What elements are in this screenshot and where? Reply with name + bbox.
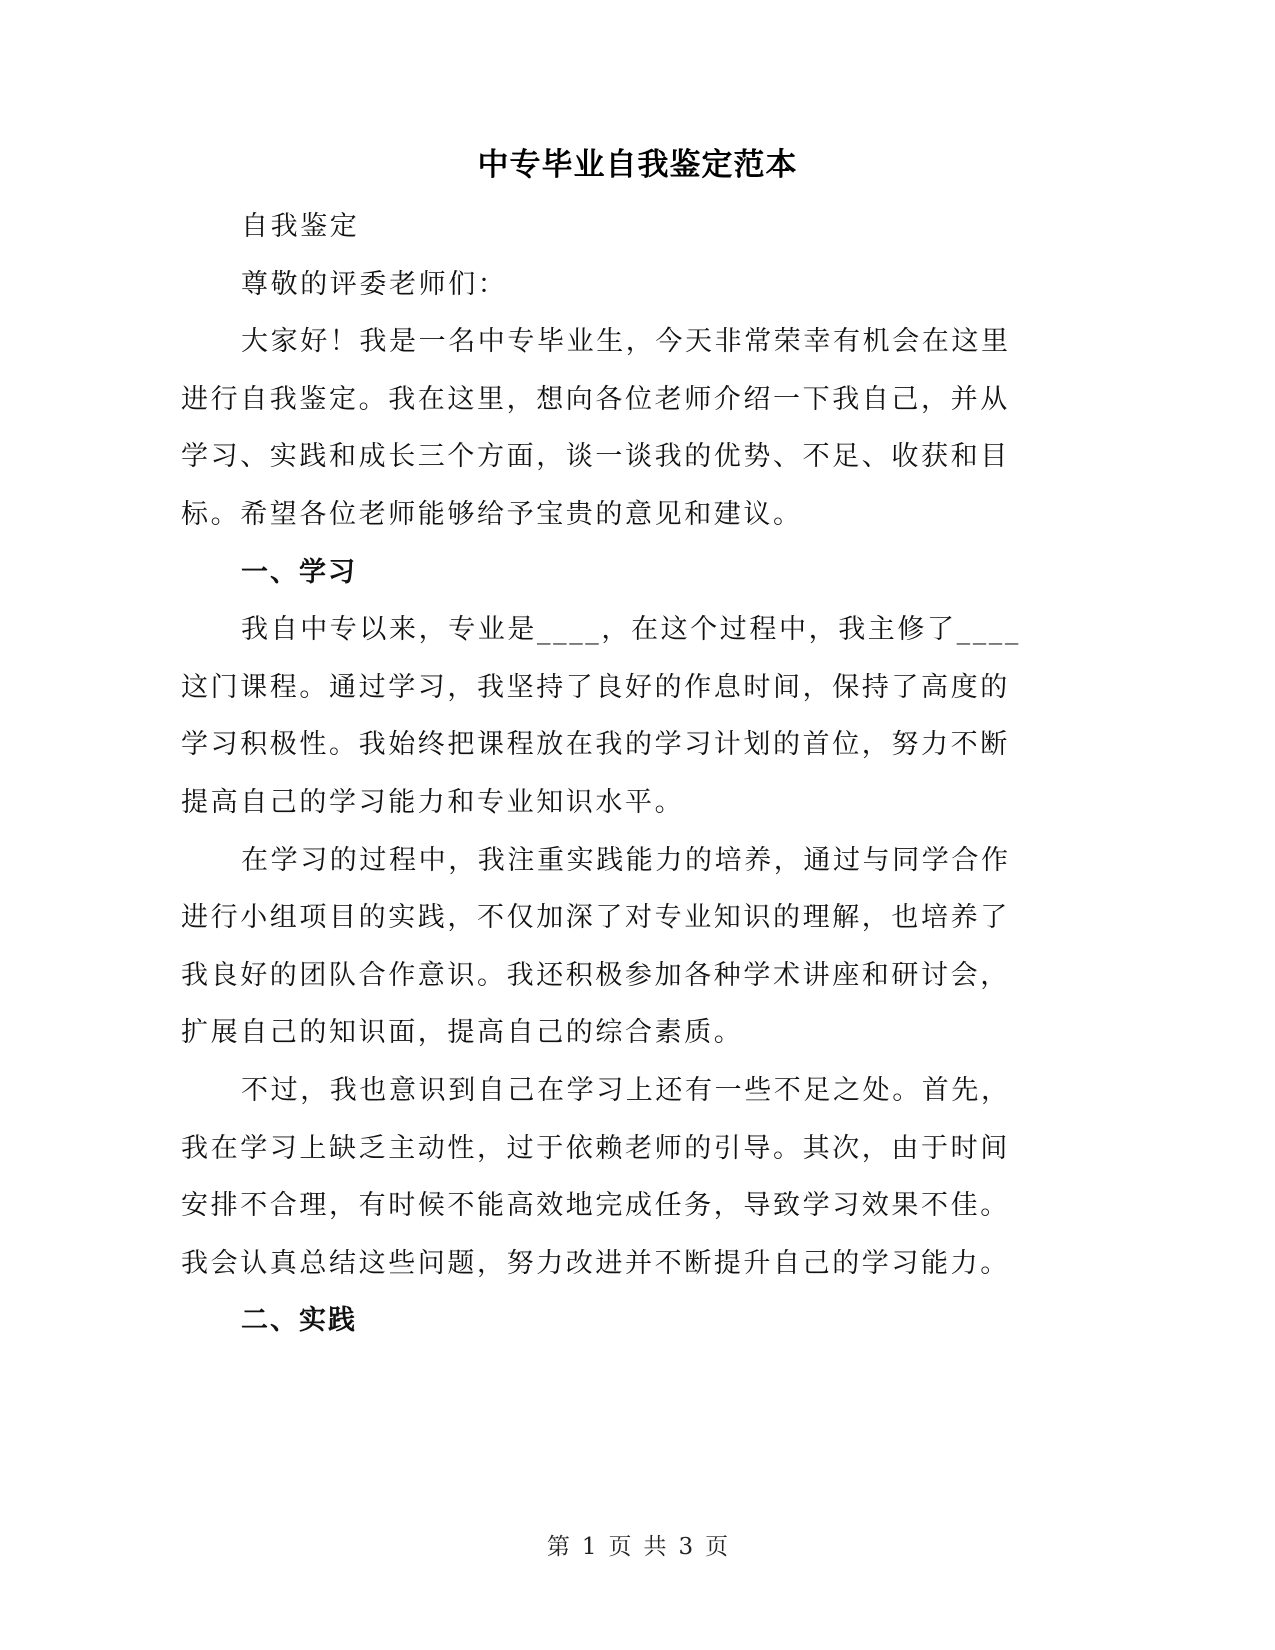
page-footer [0,1532,1275,1562]
document-body [181,198,1021,1350]
paragraph-line: 进行自我鉴定。我在这里，想向各位老师介绍一下我自己，并从 [181,383,1010,415]
paragraph-line: 我自中专以来，专业是____，在这个过程中，我主修了____ [241,614,1021,646]
paragraph-line: 在学习的过程中，我注重实践能力的培养，通过与同学合作 [241,844,1011,876]
section-heading-study: 一、学习 [241,556,357,588]
footer-suffix: 页 [705,1534,729,1560]
footer-page-word: 页 [608,1534,632,1560]
paragraph-line: 进行小组项目的实践，不仅加深了对专业知识的理解，也培养了 [181,902,1010,934]
footer-total-prefix: 共 [643,1534,667,1560]
paragraph-line: 提高自己的学习能力和专业知识水平。 [181,786,685,818]
salutation: 尊敬的评委老师们： [241,268,508,300]
label-self-assessment: 自我鉴定 [241,211,360,242]
total-page-count: 3 [678,1534,694,1560]
paragraph-line: 我良好的团队合作意识。我还积极参加各种学术讲座和研讨会， [181,959,1010,991]
document-title: 中专毕业自我鉴定范本 [477,147,798,183]
footer-prefix: 第 [546,1534,570,1560]
paragraph-line: 这门课程。通过学习，我坚持了良好的作息时间，保持了高度的 [181,671,1010,703]
paragraph-line: 不过，我也意识到自己在学习上还有一些不足之处。首先， [241,1074,1011,1106]
paragraph-line: 学习、实践和成长三个方面，谈一谈我的优势、不足、收获和目 [181,441,1010,473]
paragraph-line: 大家好！我是一名中专毕业生，今天非常荣幸有机会在这里 [241,326,1011,358]
paragraph-line: 学习积极性。我始终把课程放在我的学习计划的首位，努力不断 [181,729,1010,761]
paragraph-line: 标。希望各位老师能够给予宝贵的意见和建议。 [181,498,803,530]
section-heading-practice: 二、实践 [241,1305,357,1337]
paragraph-line: 我在学习上缺乏主动性，过于依赖老师的引导。其次，由于时间 [181,1132,1010,1164]
paragraph-line: 我会认真总结这些问题，努力改进并不断提升自己的学习能力。 [181,1247,1010,1279]
current-page-number: 1 [581,1534,597,1560]
paragraph-line: 扩展自己的知识面，提高自己的综合素质。 [181,1017,744,1049]
paragraph-line: 安排不合理，有时候不能高效地完成任务，导致学习效果不佳。 [181,1190,1010,1222]
